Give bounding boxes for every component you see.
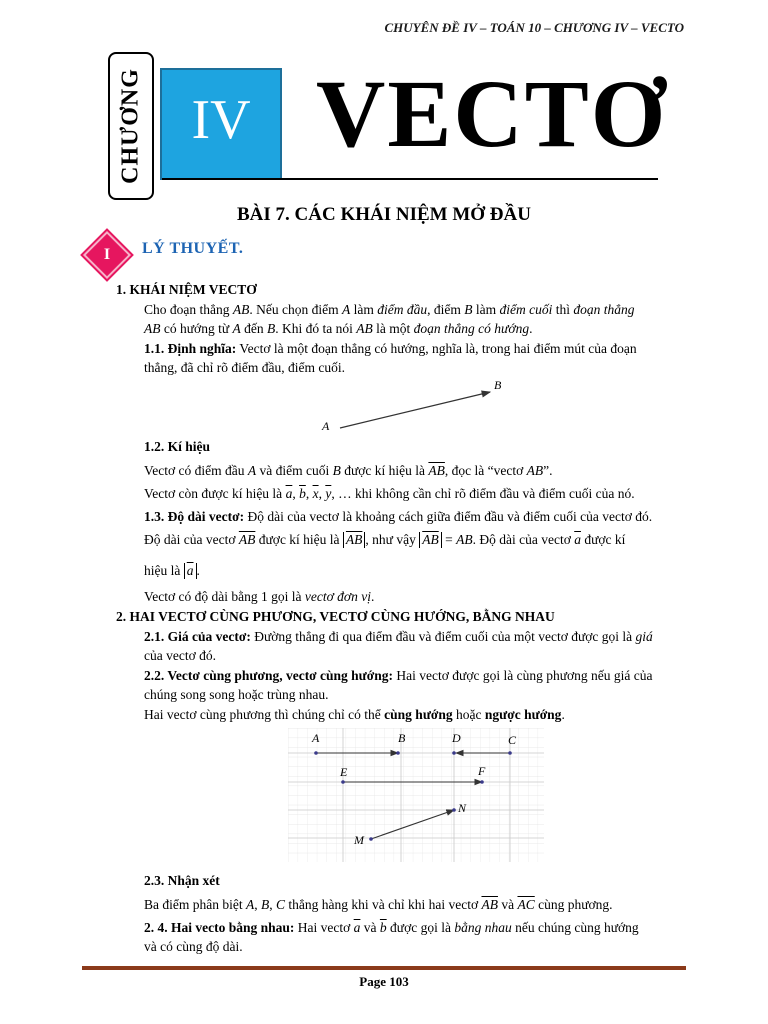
point-label: B [494,378,502,392]
definition-cont: thẳng, đã chỉ rõ điểm đầu, điểm cuối. [144,360,345,375]
paragraph: AB có hướng từ A đến B. Khi đó ta nói AB là một đoạn thẳng có hướng. [144,321,533,336]
point-label: N [458,801,467,815]
paragraph: 2.1. Giá của vectơ: Đường thẳng đi qua điểm đầu và điểm cuối của một vectơ được gọi là giá [144,629,653,644]
paragraph: Cho đoạn thẳng AB. Nếu chọn điểm A làm điểm đầu, điểm B làm điểm cuối thì đoạn thẳng [144,302,635,317]
theory-heading: LÝ THUYẾT. [142,240,244,257]
section-badge: I [103,246,111,263]
section-2-heading: 2. HAI VECTƠ CÙNG PHƯƠNG, VECTƠ CÙNG HƯỚNG, BẰNG NHAU [116,609,555,624]
subsection-heading: 1.2. Kí hiệu [144,439,211,454]
chapter-number: IV [160,68,282,180]
vector-ab-figure [310,374,530,436]
point-label: M [354,833,364,847]
paragraph: Vectơ có điểm đầu A và điểm cuối B được kí hiệu là $\overline{AB}$, đọc là “vectơ AB”. [144,463,553,478]
paragraph: Vectơ còn được kí hiệu là $\overline{a}$, $\overline{b}$, $\overline{x}$, $\overline{y}$, … khi không cần chỉ rõ điểm đầu và điểm cuối của nó. [144,486,635,501]
grid-background [288,728,544,862]
running-header: CHUYÊN ĐỀ IV – TOÁN 10 – CHƯƠNG IV – VECTO [384,20,684,35]
title-underline [162,178,658,180]
point-label: C [508,733,517,747]
paragraph: 2.2. Vectơ cùng phương, vectơ cùng hướng: Hai vectơ được gọi là cùng phương nếu giá của [144,668,653,683]
vectors-grid-figure [288,728,544,862]
vector-line [340,392,490,428]
paragraph: Ba điểm phân biệt A, B, C thẳng hàng khi và chỉ khi hai vectơ $\overline{AB}$ và $\overline{AC}$ cùng phương. [144,897,613,912]
point-label: D [452,731,461,745]
paragraph: 2. 4. Hai vecto bằng nhau: Hai vectơ $\overline{a}$ và $\overline{b}$ được gọi là bằng nhau nếu chúng cùng hướng [144,920,639,935]
point-label: E [340,765,348,779]
paragraph: Độ dài của vectơ $\overline{AB}$ được kí hiệu là $\overline{AB}$ , như vậy $\overline{AB}$ = AB. Độ dài của vectơ $\overline{a}$ được kí [144,532,626,547]
definition: 1.1. Định nghĩa: Vectơ là một đoạn thẳng có hướng, nghĩa là, trong hai điểm mút của đoạn [144,341,637,356]
page-number: Page 103 [359,974,409,989]
lesson-title: BÀI 7. CÁC KHÁI NIỆM MỞ ĐẦU [237,204,531,225]
paragraph: Vectơ có độ dài bằng 1 gọi là vectơ đơn vị. [144,589,375,604]
paragraph: hiệu là $\overline{a}$ . [144,563,200,578]
point-label: A [312,731,320,745]
point-label: B [398,731,406,745]
paragraph: Hai vectơ cùng phương thì chúng chỉ có thể cùng hướng hoặc ngược hướng. [144,707,565,722]
subsection-heading: 2.3. Nhận xét [144,873,220,888]
point-label: F [478,764,486,778]
chapter-word: CHƯƠNG [117,68,144,184]
paragraph: của vectơ đó. [144,648,216,663]
paragraph: 1.3. Độ dài vectơ: Độ dài của vectơ là khoảng cách giữa điểm đầu và điểm cuối của vectơ đó. [144,509,653,524]
paragraph: chúng song song hoặc trùng nhau. [144,687,329,702]
chapter-label-box [108,52,154,200]
section-1-heading: 1. KHÁI NIỆM VECTƠ [116,282,257,297]
chapter-title: VECTƠ [316,60,668,167]
point-label: A [322,419,330,433]
footer-rule [82,966,686,970]
paragraph: và có cùng độ dài. [144,939,243,954]
